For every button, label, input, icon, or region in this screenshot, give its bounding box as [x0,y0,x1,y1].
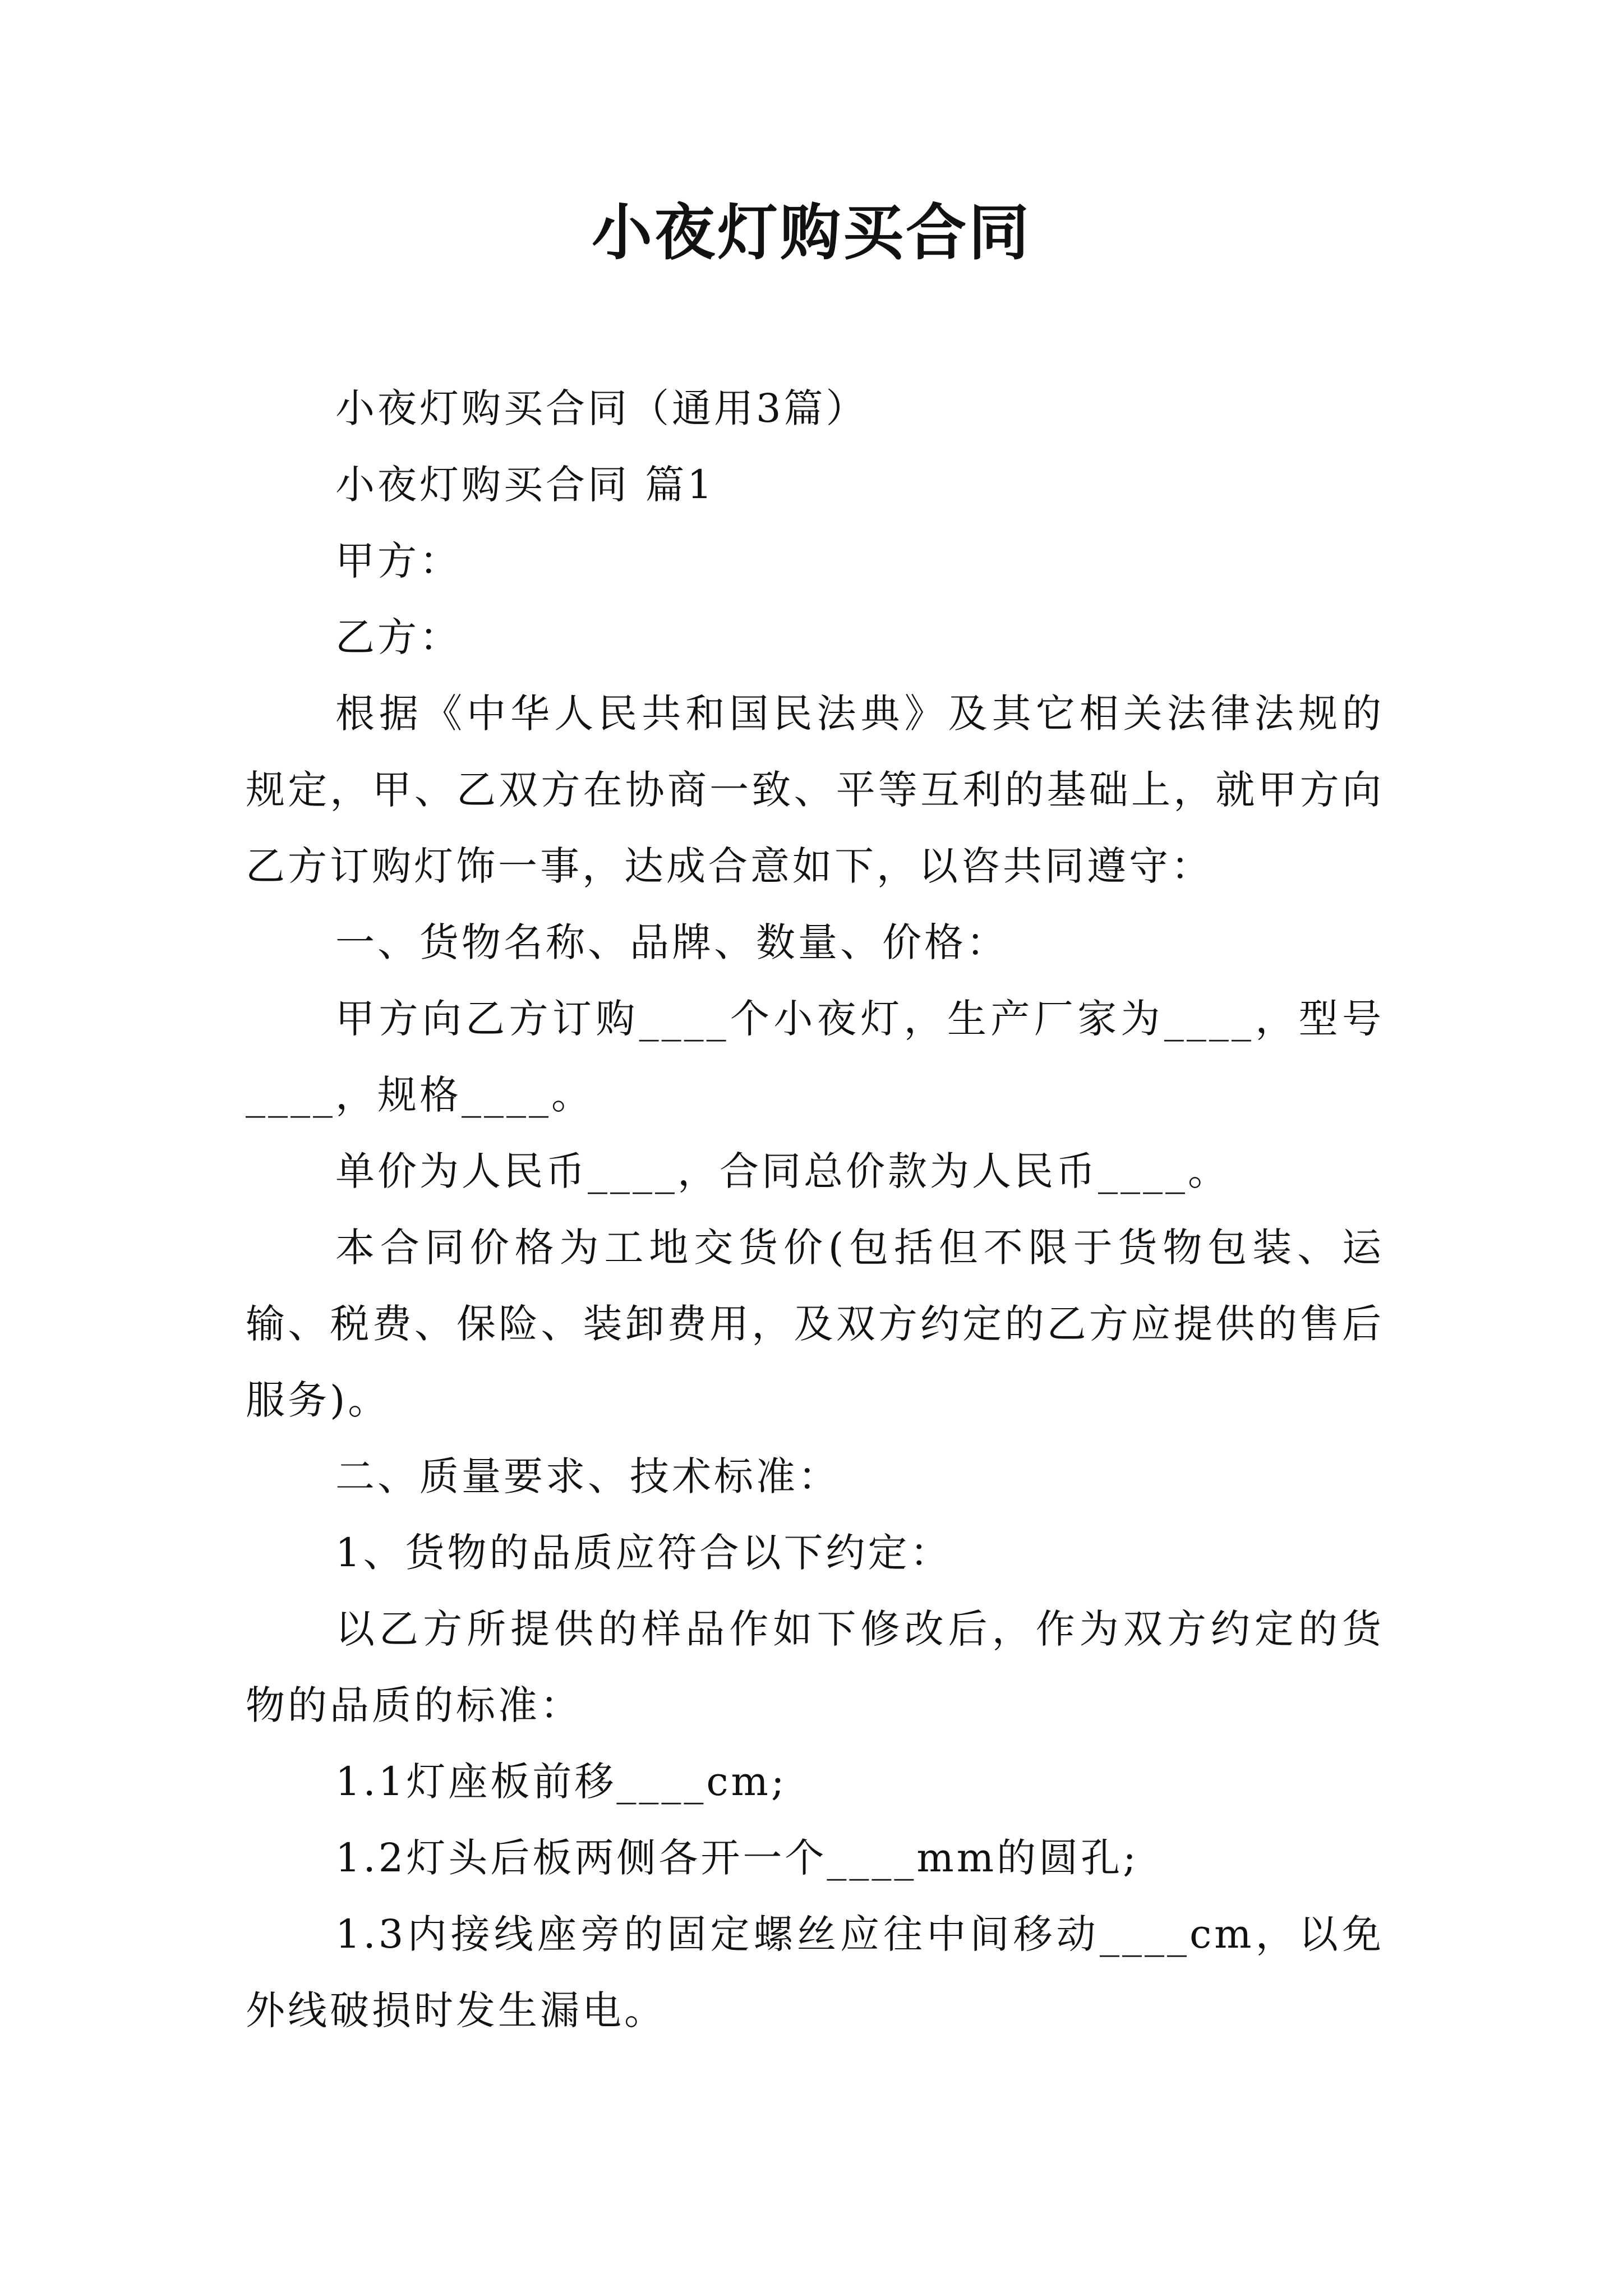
modification-1-1: 1.1灯座板前移____cm; [335,1759,787,1805]
party-a-line: 甲方： [335,538,462,584]
order-paragraph: 甲方向乙方订购____个小夜灯，生产厂家为____，型号____，规格____。 [246,996,1384,1118]
preamble-paragraph: 根据《中华人民共和国民法典》及其它相关法律法规的规定，甲、乙双方在协商一致、平等互利的基础上，就甲方向乙方订购灯饰一事，达成合意如下，以咨共同遵守： [246,691,1384,889]
clause-heading-2: 二、质量要求、技术标准： [335,1453,840,1499]
price-scope-paragraph: 本合同价格为工地交货价(包括但不限于货物包装、运输、税费、保险、装卸费用，及双方约定的乙方应提供的售后服务)。 [246,1225,1384,1423]
quality-standard-paragraph: 以乙方所提供的样品作如下修改后，作为双方约定的货物的品质的标准： [246,1606,1384,1728]
section-heading: 小夜灯购买合同 篇1 [335,462,715,508]
modification-1-3: 1.3内接线座旁的固定螺丝应往中间移动____cm，以免外线破损时发生漏电。 [246,1911,1384,2033]
party-b-line: 乙方： [335,614,462,660]
document-title: 小夜灯购买合同 [591,197,1031,268]
subtitle-paragraph: 小夜灯购买合同（通用3篇） [335,385,868,431]
modification-1-2: 1.2灯头后板两侧各开一个____mm的圆孔; [335,1835,1139,1881]
document-body [246,370,1384,2049]
clause-heading-1: 一、货物名称、品牌、数量、价格： [335,919,1008,965]
price-paragraph: 单价为人民币____，合同总价款为人民币____。 [335,1148,1230,1194]
quality-item-1: 1、货物的品质应符合以下约定： [335,1530,952,1576]
